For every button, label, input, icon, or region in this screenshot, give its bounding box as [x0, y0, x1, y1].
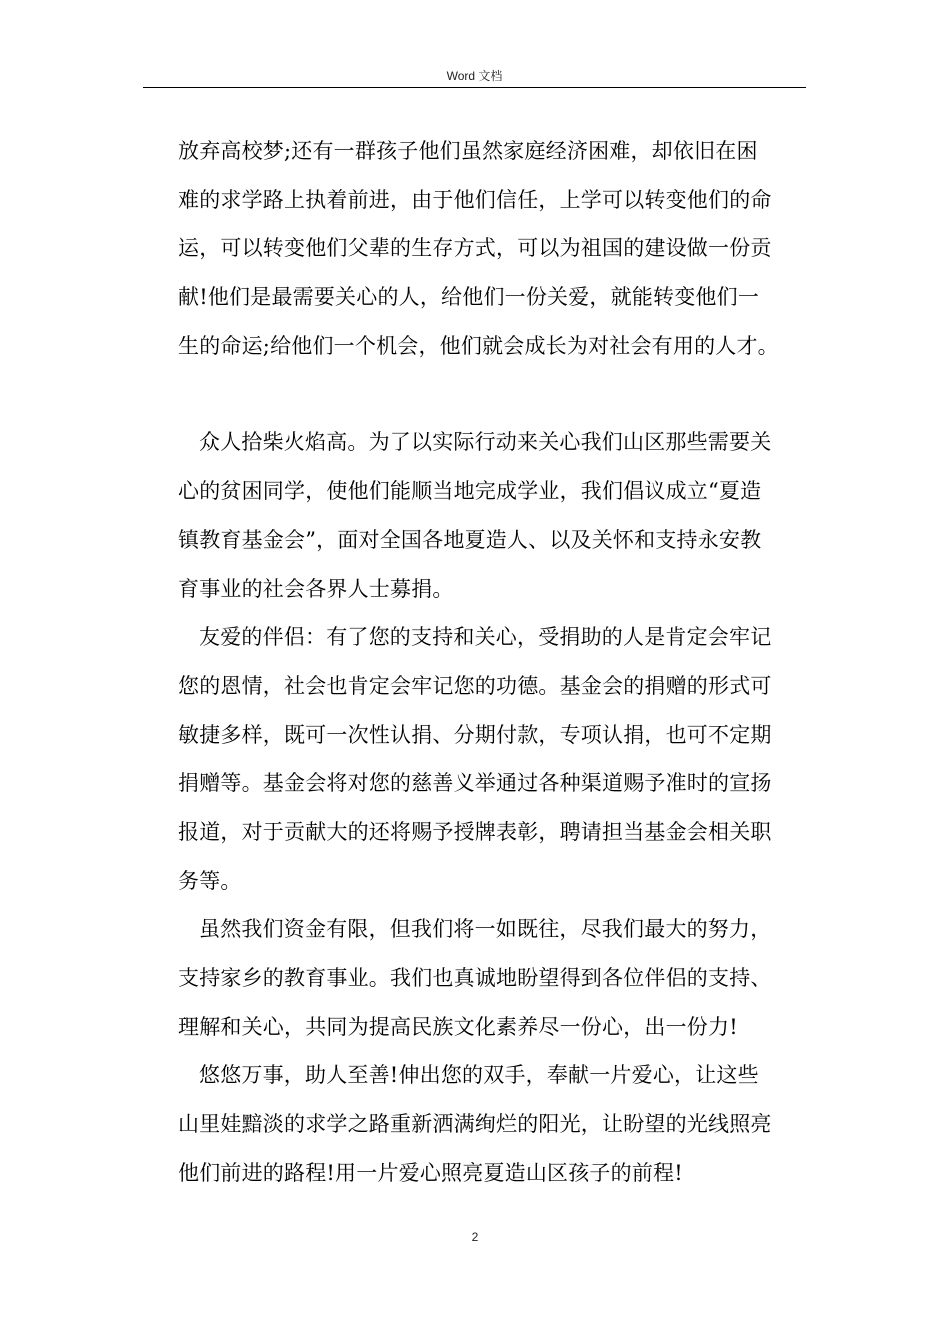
text-line: 运，可以转变他们父辈的生存方式，可以为祖国的建设做一份贡 [178, 236, 772, 261]
text-line: 山里娃黯淡的求学之路重新洒满绚烂的阳光，让盼望的光线照亮 [178, 1112, 772, 1137]
text-line: 敏捷多样，既可一次性认捐、分期付款，专项认捐，也可不定期 [178, 722, 772, 747]
text-line: 育事业的社会各界人士募捐。 [178, 576, 454, 601]
paragraph-1 [178, 127, 808, 370]
paragraph-2 [178, 418, 808, 613]
text-line: 捐赠等。基金会将对您的慈善义举通过各种渠道赐予准时的宣扬 [178, 771, 772, 796]
text-line: 放弃高校梦;还有一群孩子他们虽然家庭经济困难，却依旧在困 [178, 139, 758, 163]
text-line: 务等。 [178, 868, 242, 893]
text-line: 献!他们是最需要关心的人，给他们一份关爱，就能转变他们一 [178, 285, 760, 310]
document-header: Word 文档 [446, 69, 503, 83]
text-line: 难的求学路上执着前进，由于他们信任，上学可以转变他们的命 [178, 187, 772, 212]
text-line: 报道，对于贡献大的还将赐予授牌表彰，聘请担当基金会相关职 [178, 819, 772, 844]
text-line: 镇教育基金会”，面对全国各地夏造人、以及关怀和支持永安教 [178, 527, 762, 552]
text-line: 他们前进的路程!用一片爱心照亮夏造山区孩子的前程! [178, 1160, 683, 1185]
text-line: 生的命运;给他们一个机会，他们就会成长为对社会有用的人才。 [178, 333, 779, 358]
document-body [178, 127, 808, 1197]
text-line: 支持家乡的教育事业。我们也真诚地盼望得到各位伴侣的支持、 [178, 966, 772, 990]
text-line: 众人拾柴火焰高。为了以实际行动来关心我们山区那些需要关 [199, 430, 772, 455]
paragraph-3 [178, 613, 808, 905]
text-line: 您的恩情，社会也肯定会牢记您的功德。基金会的捐赠的形式可 [178, 673, 772, 698]
text-line: 友爱的伴侣：有了您的支持和关心，受捐助的人是肯定会牢记 [199, 625, 772, 650]
paragraph-4 [178, 905, 808, 1051]
paragraph-gap [178, 370, 808, 418]
text-line: 悠悠万事，助人至善!伸出您的双手，奉献一片爱心，让这些 [199, 1063, 759, 1088]
paragraph-5 [178, 1051, 808, 1197]
text-line: 理解和关心，共同为提高民族文化素养尽一份心，出一份力! [178, 1014, 738, 1039]
text-line: 虽然我们资金有限，但我们将一如既往，尽我们最大的努力， [199, 917, 772, 942]
page-number: 2 [471, 1230, 479, 1244]
text-line: 心的贫困同学，使他们能顺当地完成学业，我们倡议成立“夏造 [178, 479, 762, 504]
header-divider [143, 87, 806, 88]
